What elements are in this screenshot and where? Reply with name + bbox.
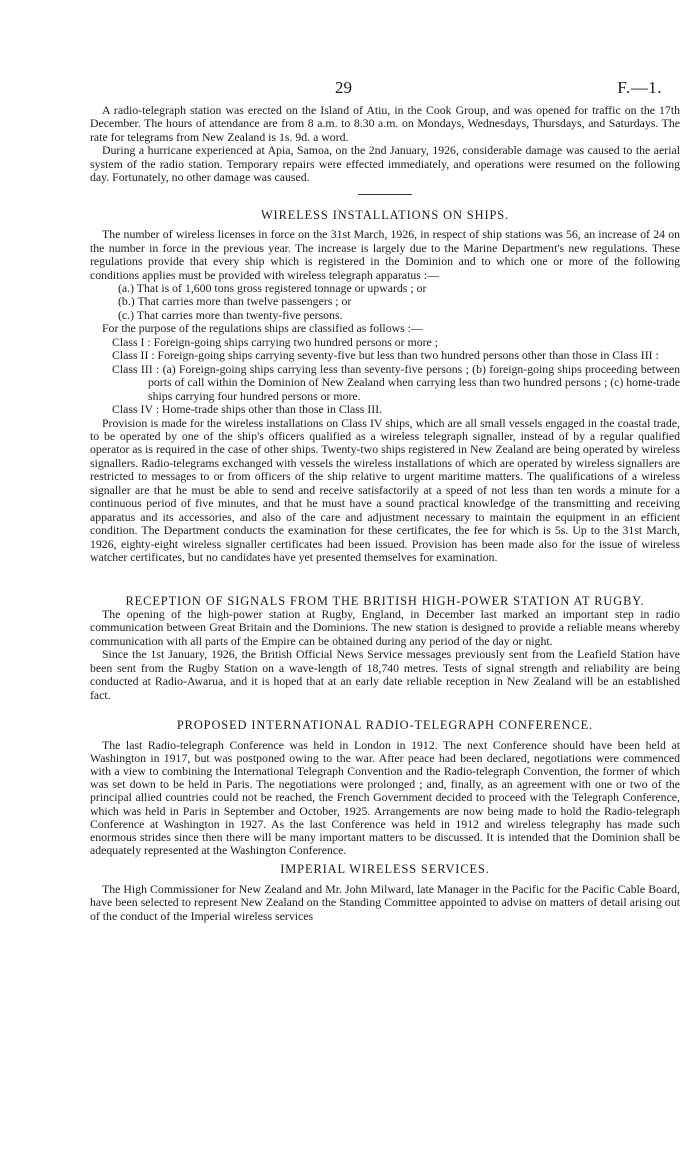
paragraph-class-iv-provision: Provision is made for the wireless installations on Class IV ships, which are all small vessels engaged in the coastal trade, to be operated by one of the ship's officers qualified as a wireless telegraph signaller, instead of by a regular qualified operator as is required in the case of other ships. Twenty-two ships registered in New Zealand are being operated by wireless signallers. Radio-telegrams exchanged with vessels the wireless installations of which are operated by wireless signallers are restricted to messages to or from officers of the ship relative to urgent maritime matters. The qualifications of a wireless signaller are that he must be able to send and receive satisfactorily at a speed of not less than ten words a minute for a continuous period of five minutes, and that he must have a sound practical knowledge of the transmitting and receiving apparatus and its accessories, and also of the care and adjustment necessary to maintain the equipment in an efficient condition. The Department conducts the examination for these certificates, the fee for which is 5s. Up to the 31st March, 1926, eighty-eight wireless signaller certificates had been issued. Provision has been made also for the issue of wireless watcher certificates, but no candidates have yet presented themselves for examination.: [90, 415, 680, 565]
class-item: Class I : Foreign-going ships carrying two hundred persons or more ;: [112, 334, 439, 349]
paragraph-conference: The last Radio-telegraph Conference was held in London in 1912. The next Conference should have been held at Washington in 1917, but was postponed owing to the war. After peace had been declared, negotiations were commenced with a view to combining the International Telegraph Convention and the Radio-telegraph Convention, the former of which was set down to be held in Paris. The negotiations were prolonged ; and, finally, as an agreement with one or two of the principal allied countries could not be reached, the French Government decided to proceed with the Telegraph Conference, which was held in Paris in September and October, 1925. Arrangements are now being made to hold the Radio-telegraph Conference at Washington in 1927. As the last Conference was held in 1912 and wireless telegraphy has made such enormous strides since then there will be many important matters to be discussed. It is intended that the Dominion shall be adequately represented at the Washington Conference.: [90, 737, 680, 858]
document-body: [90, 104, 680, 923]
paragraph-rugby-news-service: Since the 1st January, 1926, the British Official News Service messages previously sent from the Leafield Station have been sent from the Rugby Station on a wave-length of 18,740 metres. Tests of signal strength and reliability are being conducted at Radio-Awarua, and it is hoped that at an early date reliable reception in New Zealand will be an established fact.: [90, 647, 680, 702]
class-item: Class III : (a) Foreign-going ships carrying less than seventy-five persons ; (b) foreign-going ships proceeding between ports of call within the Dominion of New Zealand when carrying less than two hundred persons ; (c) home-trade ships carrying four hundred persons or more.: [112, 361, 680, 403]
condition-item: (a.) That is of 1,600 tons gross registered tonnage or upwards ; or: [118, 280, 427, 295]
paragraph-ship-licenses: The number of wireless licenses in force on the 31st March, 1926, in respect of ship stations was 56, an increase of 24 on the number in force in the previous year. The increase is largely due to the Marine Department's new regulations. These regulations provide that every ship which is registered in the Dominion and to which one or more of the following conditions applies must be provided with wireless telegraph apparatus :—: [90, 227, 680, 282]
heading-radio-conference: PROPOSED INTERNATIONAL RADIO-TELEGRAPH CONFERENCE.: [176, 718, 594, 733]
class-item: Class II : Foreign-going ships carrying seventy-five but less than two hundred persons other than those in Class III :: [112, 348, 659, 363]
class-item: Class IV : Home-trade ships other than those in Class III.: [112, 402, 383, 417]
paragraph-rugby-opening: The opening of the high-power station at Rugby, England, in December last marked an important step in radio communication between Great Britain and the Dominions. The new station is designed to provide a reliable means whereby communication with all parts of the Empire can be obtained during any period of the day or night.: [90, 606, 680, 648]
paragraph-imperial-committee: The High Commissioner for New Zealand and Mr. John Milward, late Manager in the Pacific for the Pacific Cable Board, have been selected to represent New Zealand on the Standing Committee appointed to advise on matters of detail arising out of the conduct of the Imperial wireless services: [90, 881, 680, 923]
condition-item: (b.) That carries more than twelve passengers ; or: [118, 294, 352, 309]
condition-item: (c.) That carries more than twenty-five persons.: [118, 307, 343, 322]
heading-wireless-installations: WIRELESS INSTALLATIONS ON SHIPS.: [260, 207, 510, 222]
document-reference: F.—1.: [617, 78, 662, 97]
paragraph-atiu-station: A radio-telegraph station was erected on the Island of Atiu, in the Cook Group, and was opened for traffic on the 17th December. The hours of attendance are from 8 a.m. to 8.30 a.m. on Mondays, Wednesdays, Thursdays, and Saturdays. The rate for telegrams from New Zealand is 1s. 9d. a word.: [90, 103, 680, 144]
paragraph-classes-intro: For the purpose of the regulations ships are classified as follows :—: [102, 321, 423, 336]
heading-imperial-wireless: IMPERIAL WIRELESS SERVICES.: [280, 862, 490, 877]
heading-rugby-signals: RECEPTION OF SIGNALS FROM THE BRITISH HIGH-POWER STATION AT RUGBY.: [125, 593, 645, 608]
page-number: 29: [335, 78, 352, 97]
page-header: [0, 78, 700, 100]
section-divider: [358, 194, 412, 195]
paragraph-apia-hurricane: During a hurricane experienced at Apia, Samoa, on the 2nd January, 1926, considerable damage was caused to the aerial system of the radio station. Temporary repairs were effected immediately, and operations were resumed on the following day. Fortunately, no other damage was caused.: [90, 143, 680, 185]
